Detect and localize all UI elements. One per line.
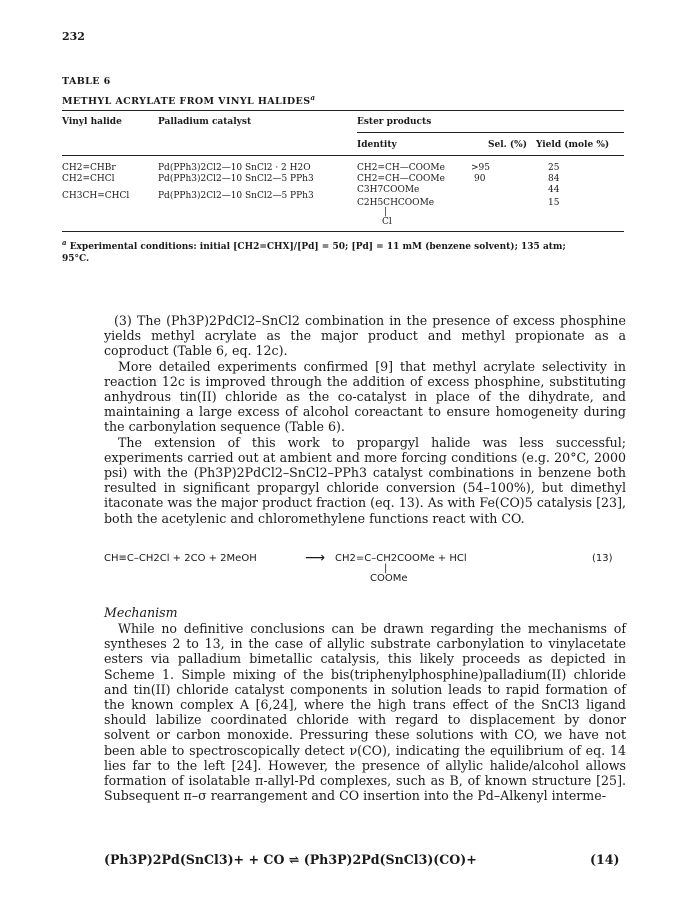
table-cell-halide: CH3CH=CHCl <box>62 191 130 201</box>
table-cell-catalyst: Pd(PPh3)2Cl2—10 SnCl2—5 PPh3 <box>158 191 314 201</box>
table-bottom-rule <box>62 231 624 232</box>
table-top-rule <box>62 110 624 111</box>
table-cell-sel: 90 <box>474 174 486 184</box>
equation-14-number: (14) <box>590 852 620 867</box>
table-cell-sel: >95 <box>471 163 490 173</box>
header-yield: Yield (mole %) <box>536 140 610 150</box>
substituent-bond: | <box>384 207 388 217</box>
table-title: METHYL ACRYLATE FROM VINYL HALIDES$^a$ <box>62 93 316 108</box>
equation-13-number: (13) <box>592 553 613 564</box>
table-cell-catalyst: Pd(PPh3)2Cl2—10 SnCl2—5 PPh3 <box>158 174 314 184</box>
page-number: 232 <box>62 30 85 43</box>
table-cell-identity: CH2=CH—COOMe <box>357 163 445 173</box>
header-ester-products: Ester products <box>357 117 432 127</box>
table-cell-halide: CH2=CHCl <box>62 174 115 184</box>
table-cell-yield: 84 <box>548 174 560 184</box>
equation-13-arrow: ⟶ <box>305 550 326 566</box>
table-cell-yield: 15 <box>548 198 560 208</box>
header-identity: Identity <box>357 140 397 150</box>
equation-13-product: CH2=C–CH2COOMe + HCl <box>335 553 467 564</box>
paragraph: While no definitive conclusions can be drawn regarding the mechanisms of syntheses 2 to 13, in the case of allylic substrate carbonylation to vinylacetate esters via palladium bimetallic catalysis, this likely proceeds as depicted in Scheme 1. Simple mixing of the bis(triphenylphosphine)palladium(II) chloride and tin(II) chloride catalyst components in solution leads to rapid formation of the known complex A [6,24], where the high trans effect of the SnCl3 ligand should labilize coordinated chloride with regard to displacement by donor solvent or carbon monoxide. Pressuring these solutions with CO, we have not been able to spectroscopically detect ν(CO), indicating the equilibrium of eq. 14 lies far to the left [24]. However, the presence of allylic halide/alcohol allows formation of isolatable π-allyl-Pd complexes, such as B, of known structure [25]. Subsequent π–σ rearrangement and CO insertion into the Pd–Alkenyl interme- <box>104 621 626 804</box>
table-cell-identity: C2H5CHCOOMe <box>357 198 435 208</box>
substituent-label: Cl <box>382 217 392 227</box>
header-vinyl-halide: Vinyl halide <box>62 117 122 127</box>
paragraph: The extension of this work to propargyl halide was less successful; experiments carried out at ambient and more forcing conditions (e.g. 20°C, 2000 psi) with the (Ph3P)2PdCl2–SnCl2–PPh3 catalyst combinations in benzene both resulted in significant propargyl chloride conversion (54–100%), but dimethyl itaconate was the major product fraction (eq. 13). As with Fe(CO)5 catalysis [23], both the acetylenic and chloromethylene functions react with CO. <box>104 434 626 526</box>
mechanism-text <box>104 621 626 803</box>
body-text <box>104 313 626 526</box>
equation-13-branch: COOMe <box>370 573 408 584</box>
table-cell-yield: 25 <box>548 163 560 173</box>
paragraph: (3) The (Ph3P)2PdCl2–SnCl2 combination in the presence of excess phosphine yields methyl acrylate as the major product and methyl propionate as a coproduct (Table 6, eq. 12c). <box>104 313 626 359</box>
table-cell-identity: CH2=CH—COOMe <box>357 174 445 184</box>
table-footnote: $^a$ Experimental conditions: initial [CH2=CHX]/[Pd] = 50; [Pd] = 11 mM (benzene solvent); 135 atm; 95°C. <box>62 238 566 264</box>
equation-13-branch-bond: | <box>384 563 388 574</box>
table-label: TABLE 6 <box>62 76 111 87</box>
equation-13-reactants: CH≡C–CH2Cl + 2CO + 2MeOH <box>104 553 257 564</box>
table-cell-halide: CH2=CHBr <box>62 163 116 173</box>
header-sel: Sel. (%) <box>488 140 527 150</box>
table-cell-yield: 44 <box>548 185 560 195</box>
table-cell-catalyst: Pd(PPh3)2Cl2—10 SnCl2 · 2 H2O <box>158 163 311 173</box>
table-cell-identity: C3H7COOMe <box>357 185 420 195</box>
table-header-rule <box>62 155 624 156</box>
paragraph: More detailed experiments confirmed [9] that methyl acrylate selectivity in reaction 12c is improved through the addition of excess phosphine, substituting anhydrous tin(II) chloride as the co-catalyst in place of the dihydrate, and maintaining a large excess of alcohol coreactant to ensure homogeneity during the carbonylation sequence (Table 6). <box>104 358 626 435</box>
header-catalyst: Palladium catalyst <box>158 117 252 127</box>
ester-products-rule <box>357 132 624 133</box>
equation-14: (Ph3P)2Pd(SnCl3)+ + CO ⇌ (Ph3P)2Pd(SnCl3)(CO)+ <box>104 852 477 867</box>
section-heading: Mechanism <box>104 605 178 620</box>
